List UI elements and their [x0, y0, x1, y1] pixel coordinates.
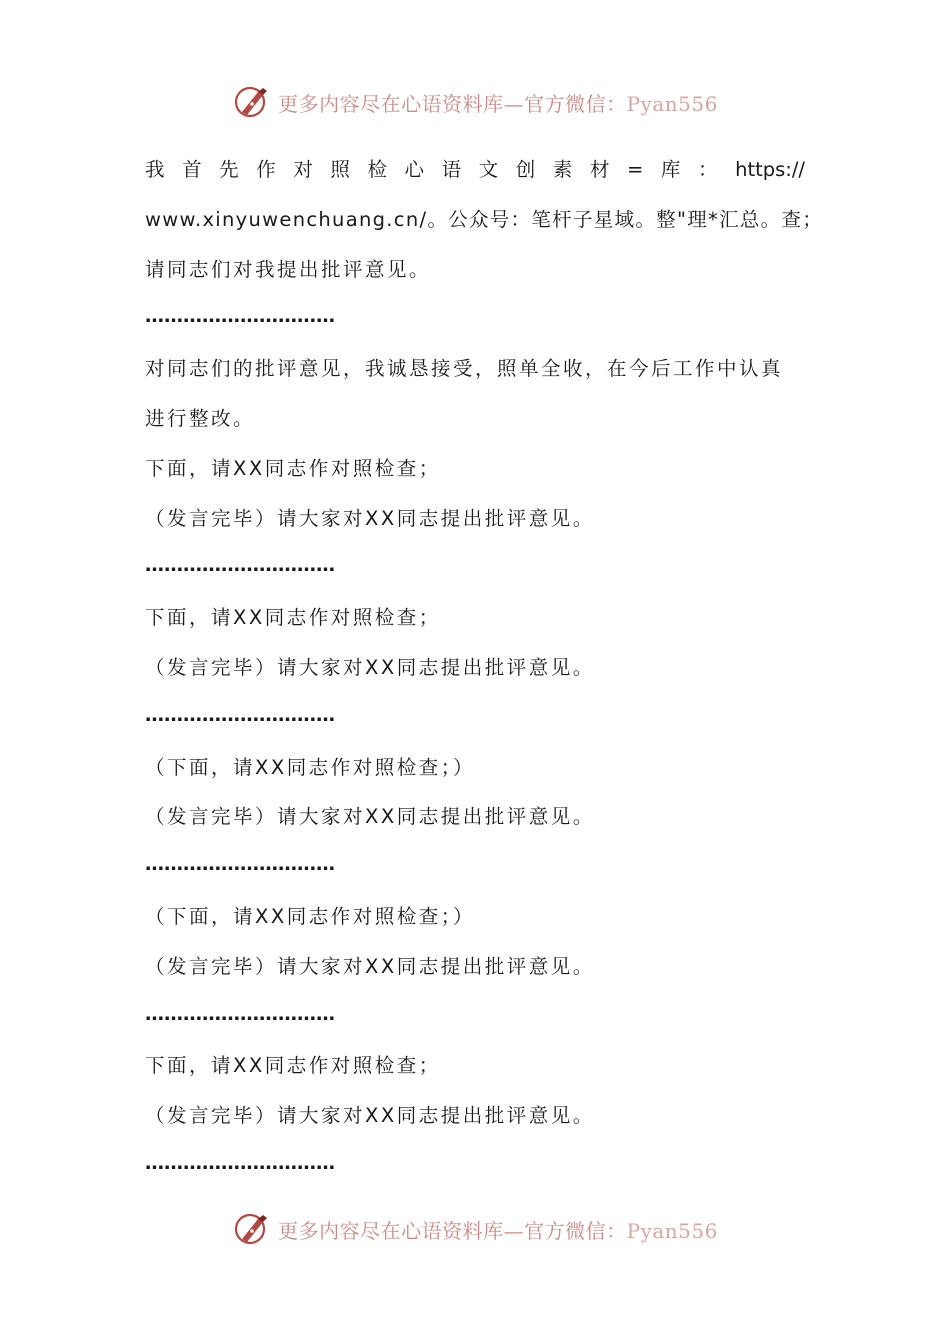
footer-banner — [0, 1207, 950, 1251]
pen-nib-circle-icon — [232, 82, 272, 122]
dotted-separator: ………………………… — [145, 703, 335, 726]
body-line: （发言完毕）请大家对XX同志提出批评意见。 — [145, 1104, 595, 1128]
dotted-separator: ………………………… — [145, 1002, 335, 1025]
header-banner-text — [278, 88, 718, 117]
footer-banner-text — [278, 1215, 718, 1244]
document-body — [145, 145, 824, 1191]
body-line: 下面，请XX同志作对照检查； — [145, 1054, 441, 1078]
body-line: （发言完毕）请大家对XX同志提出批评意见。 — [145, 805, 595, 829]
body-line: 下面，请XX同志作对照检查； — [145, 606, 441, 630]
dotted-separator: ………………………… — [145, 853, 335, 876]
dotted-separator: ………………………… — [145, 554, 335, 577]
body-line: www.xinyuwenchuang.cn/。公众号：笔杆子星域。整"理*汇总。查； — [145, 207, 824, 231]
footer-banner-inner — [232, 1209, 718, 1249]
header-banner-inner — [232, 82, 718, 122]
footer-banner-main: 更多内容尽在心语资料库—官方微信： — [278, 1218, 627, 1243]
body-line: （发言完毕）请大家对XX同志提出批评意见。 — [145, 954, 595, 978]
body-line: 对同志们的批评意见，我诚恳接受，照单全收，在今后工作中认真 — [145, 357, 784, 381]
body-line: （发言完毕）请大家对XX同志提出批评意见。 — [145, 506, 595, 530]
header-banner — [0, 80, 950, 124]
body-line: （发言完毕）请大家对XX同志提出批评意见。 — [145, 655, 595, 679]
header-banner-main: 更多内容尽在心语资料库—官方微信： — [278, 91, 627, 116]
body-line: （下面，请XX同志作对照检查；） — [145, 755, 475, 779]
pen-nib-circle-icon — [232, 1209, 272, 1249]
header-banner-id: Pyan556 — [626, 91, 718, 116]
footer-banner-id: Pyan556 — [626, 1218, 718, 1243]
body-line: 我首先作对照检心语文创素材=库：https:// — [145, 158, 805, 181]
dotted-separator: ………………………… — [145, 305, 335, 328]
dotted-separator: ………………………… — [145, 1151, 335, 1174]
body-line: 请同志们对我提出批评意见。 — [145, 257, 432, 281]
body-line: 进行整改。 — [145, 406, 256, 430]
body-line: （下面，请XX同志作对照检查；） — [145, 904, 475, 928]
body-line: 下面，请XX同志作对照检查； — [145, 456, 441, 480]
